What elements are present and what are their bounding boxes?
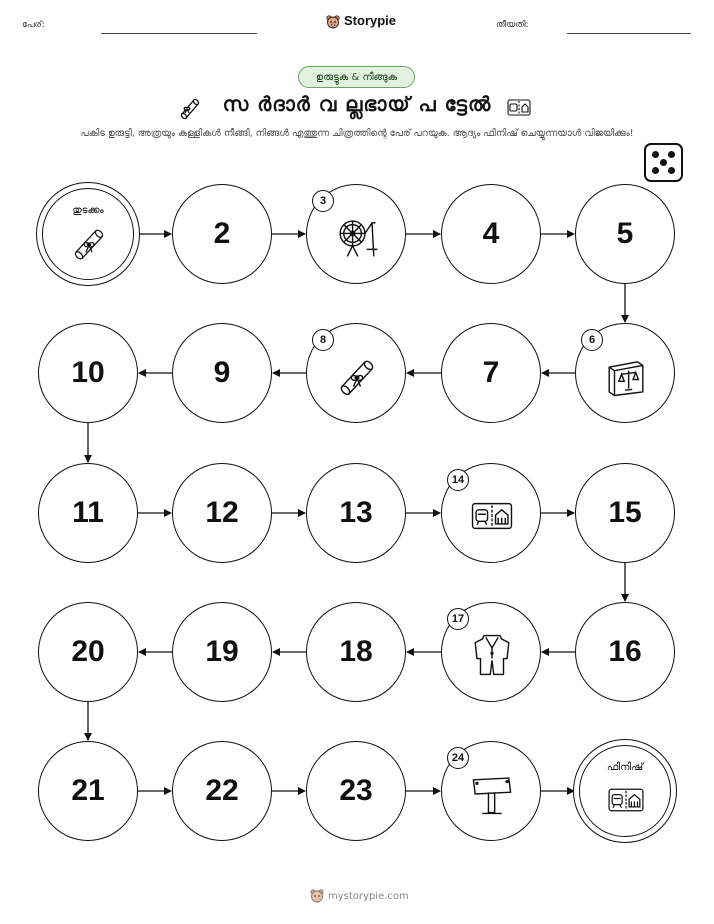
bear-icon [310,889,324,903]
cell-number: 15 [608,496,642,529]
brand-name: Storypie [344,13,397,28]
finish-cell [573,739,677,843]
board-cell-19 [172,602,272,702]
cell-number: 12 [205,496,239,529]
scroll-icon [334,353,380,399]
footer-site: mystorypie.com [328,890,409,902]
start-label: തുടക്കം [72,205,104,216]
cell-number: 19 [205,635,239,668]
cell-number: 9 [213,356,231,389]
cell-number: 4 [482,217,500,250]
cell-number: 11 [72,496,104,529]
board-cell-18 [306,602,406,702]
board-cell-2 [172,184,272,284]
finish-label: ഫിനിഷ് [606,762,644,773]
cell-number-badge: 3 [312,190,334,212]
date-label: തീയതി: [496,20,529,30]
law-book-icon [603,353,649,399]
cell-number-badge: 17 [447,608,469,630]
board-cell-16 [575,602,675,702]
cell-number: 2 [213,217,231,250]
page-title: സ ർദാർ വ ല്ലഭായ് പ ട്ടേൽ [222,92,492,116]
board-cell-11 [38,463,138,563]
board-cell-9 [172,323,272,423]
board-cell-20 [38,602,138,702]
train-ticket-icon [606,780,646,820]
cell-number: 21 [71,774,105,807]
board-cell-5 [575,184,675,284]
board-cell-15 [575,463,675,563]
board-cell-21 [38,741,138,841]
board-cell-13 [306,463,406,563]
cell-number: 20 [71,635,105,668]
board-cell-10 [38,323,138,423]
board-cell-22 [172,741,272,841]
board-cell-12 [172,463,272,563]
footer [310,889,409,903]
start-cell [36,182,140,286]
game-type-tag: ഉരുട്ടുക & നീങ്ങുക [298,66,415,88]
cell-number: 22 [205,774,239,807]
spinning-wheel-icon [334,214,380,260]
cell-number-badge: 6 [581,329,603,351]
signpost-icon [469,771,515,817]
cell-number-badge: 8 [312,329,334,351]
cell-number: 18 [339,635,373,668]
instructions-text: പകിട ഉരുട്ടി, അത്രയും കള്ളികൾ നീങ്ങി, നിങ്ങൾ എത്തുന്ന ചിത്രത്തിന്റെ പേര് പറയുക. ആദ്യം ഫിനിഷ് ചെയ്യുന്നയാൾ വിജയിക്കും! [80,128,634,139]
suit-icon [469,632,515,678]
name-label: പേര്: [22,20,45,30]
cell-number: 16 [608,635,642,668]
scroll-icon [69,223,109,263]
train-ticket-icon [469,493,515,539]
board-cell-23 [306,741,406,841]
cell-number: 5 [616,217,634,250]
board-cell-4 [441,184,541,284]
cell-number-badge: 24 [447,747,469,769]
cell-number: 23 [339,774,373,807]
cell-number: 7 [482,356,500,389]
cell-number: 10 [71,356,105,389]
cell-number-badge: 14 [447,469,469,491]
board-cell-7 [441,323,541,423]
cell-number: 13 [339,496,373,529]
